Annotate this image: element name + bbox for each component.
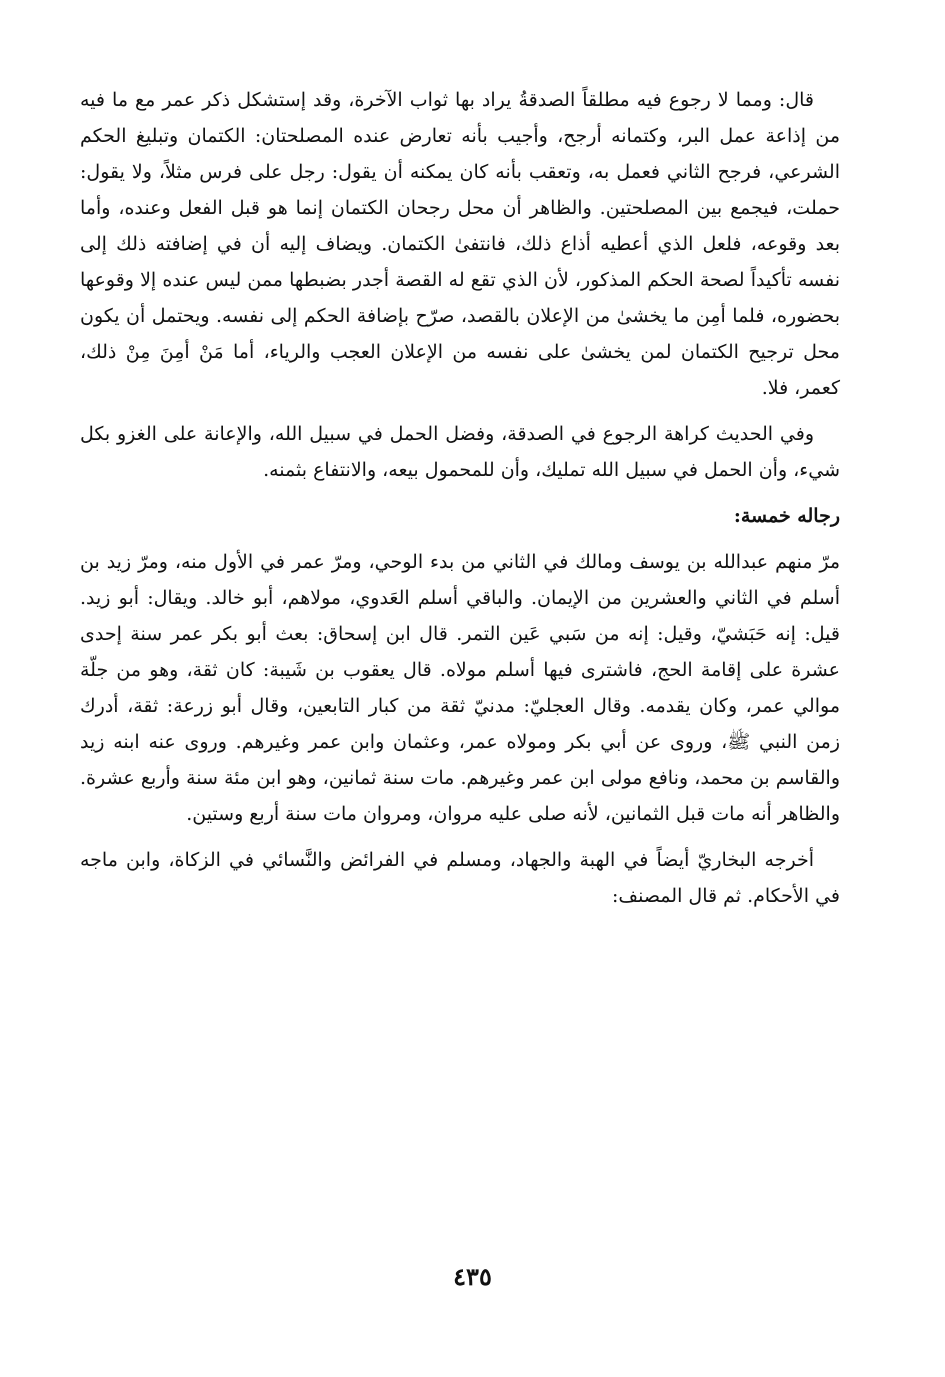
hadith-benefits-paragraph: وفي الحديث كراهة الرجوع في الصدقة، وفضل الحمل في سبيل الله، والإعانة على الغزو بكل شيء، وأن الحمل في سبيل الله تمليك، وأن للمحمول بيعه، والانتفاع بثمنه. — [80, 423, 840, 481]
section-heading: رجاله خمسة: — [733, 505, 840, 527]
narrators-paragraph: مرّ منهم عبدالله بن يوسف ومالك في الثاني من بدء الوحي، ومرّ عمر في الأول منه، ومرّ زيد بن أسلم في الثاني والعشرين من الإيمان. والباقي أسلم العَدوي، مولاهم، أبو خالد. ويقال: أبو زيد. قيل: إنه حَبَشيّ، وقيل: إنه من سَبي عَين التمر. قال ابن إسحاق: بعث أبو بكر عمر سنة إحدى عشرة على إقامة الحج، فاشترى فيها أسلم مولاه. قال يعقوب بن شَيبة: كان ثقة، وهو من جلّة موالي عمر، وكان يقدمه. وقال العجليّ: مدنيّ ثقة من كبار التابعين، وقال أبو زرعة: ثقة، أدرك زمن النبي ﷺ، وروى عن أبي بكر ومولاه عمر، وعثمان وابن عمر وغيرهم. وروى عنه ابنه زيد والقاسم بن محمد، ونافع مولى ابن عمر وغيرهم. مات سنة ثمانين، وهو ابن مئة سنة وأربع عشرة. والظاهر أنه مات قبل الثمانين، لأنه صلى عليه مروان، ومروان مات سنة أربع وستين. — [80, 551, 840, 825]
closing-paragraph: أخرجه البخاريّ أيضاً في الهبة والجهاد، ومسلم في الفرائض والنَّسائي في الزكاة، وابن ماجه في الأحكام. ثم قال المصنف: — [80, 849, 840, 907]
page-body — [80, 82, 840, 924]
page-number: ٤٣٥ — [453, 1262, 492, 1291]
commentary-paragraph: قال: ومما لا رجوع فيه مطلقاً الصدقةُ يراد بها ثواب الآخرة، وقد إستشكل ذكر عمر مع ما فيه من إذاعة عمل البر، وكتمانه أرجح، وأجيب بأنه تعارض عنده المصلحتان: الكتمان وتبليغ الحكم الشرعي، فرجح الثاني فعمل به، وتعقب بأنه كان يمكنه أن يقول: رجل على فرس مثلاً، ولا يقول: حملت، فيجمع بين المصلحتين. والظاهر أن محل رجحان الكتمان إنما هو قبل الفعل وعنده، وأما بعد وقوعه، فلعل الذي أعطيه أذاع ذلك، فانتفىٰ الكتمان. ويضاف إليه أن في إضافته ذلك إلى نفسه تأكيداً لصحة الحكم المذكور، لأن الذي تقع له القصة أجدر بضبطها ممن ليس عنده إلا وقوعها بحضوره، فلما أمِن ما يخشىٰ من الإعلان بالقصد، صرّح بإضافة الحكم إلى نفسه. ويحتمل أن يكون محل ترجيح الكتمان لمن يخشىٰ على نفسه من الإعلان العجب والرياء، أما مَنْ أمِنَ مِنْ ذلك، كعمر، فلا. — [80, 89, 840, 399]
